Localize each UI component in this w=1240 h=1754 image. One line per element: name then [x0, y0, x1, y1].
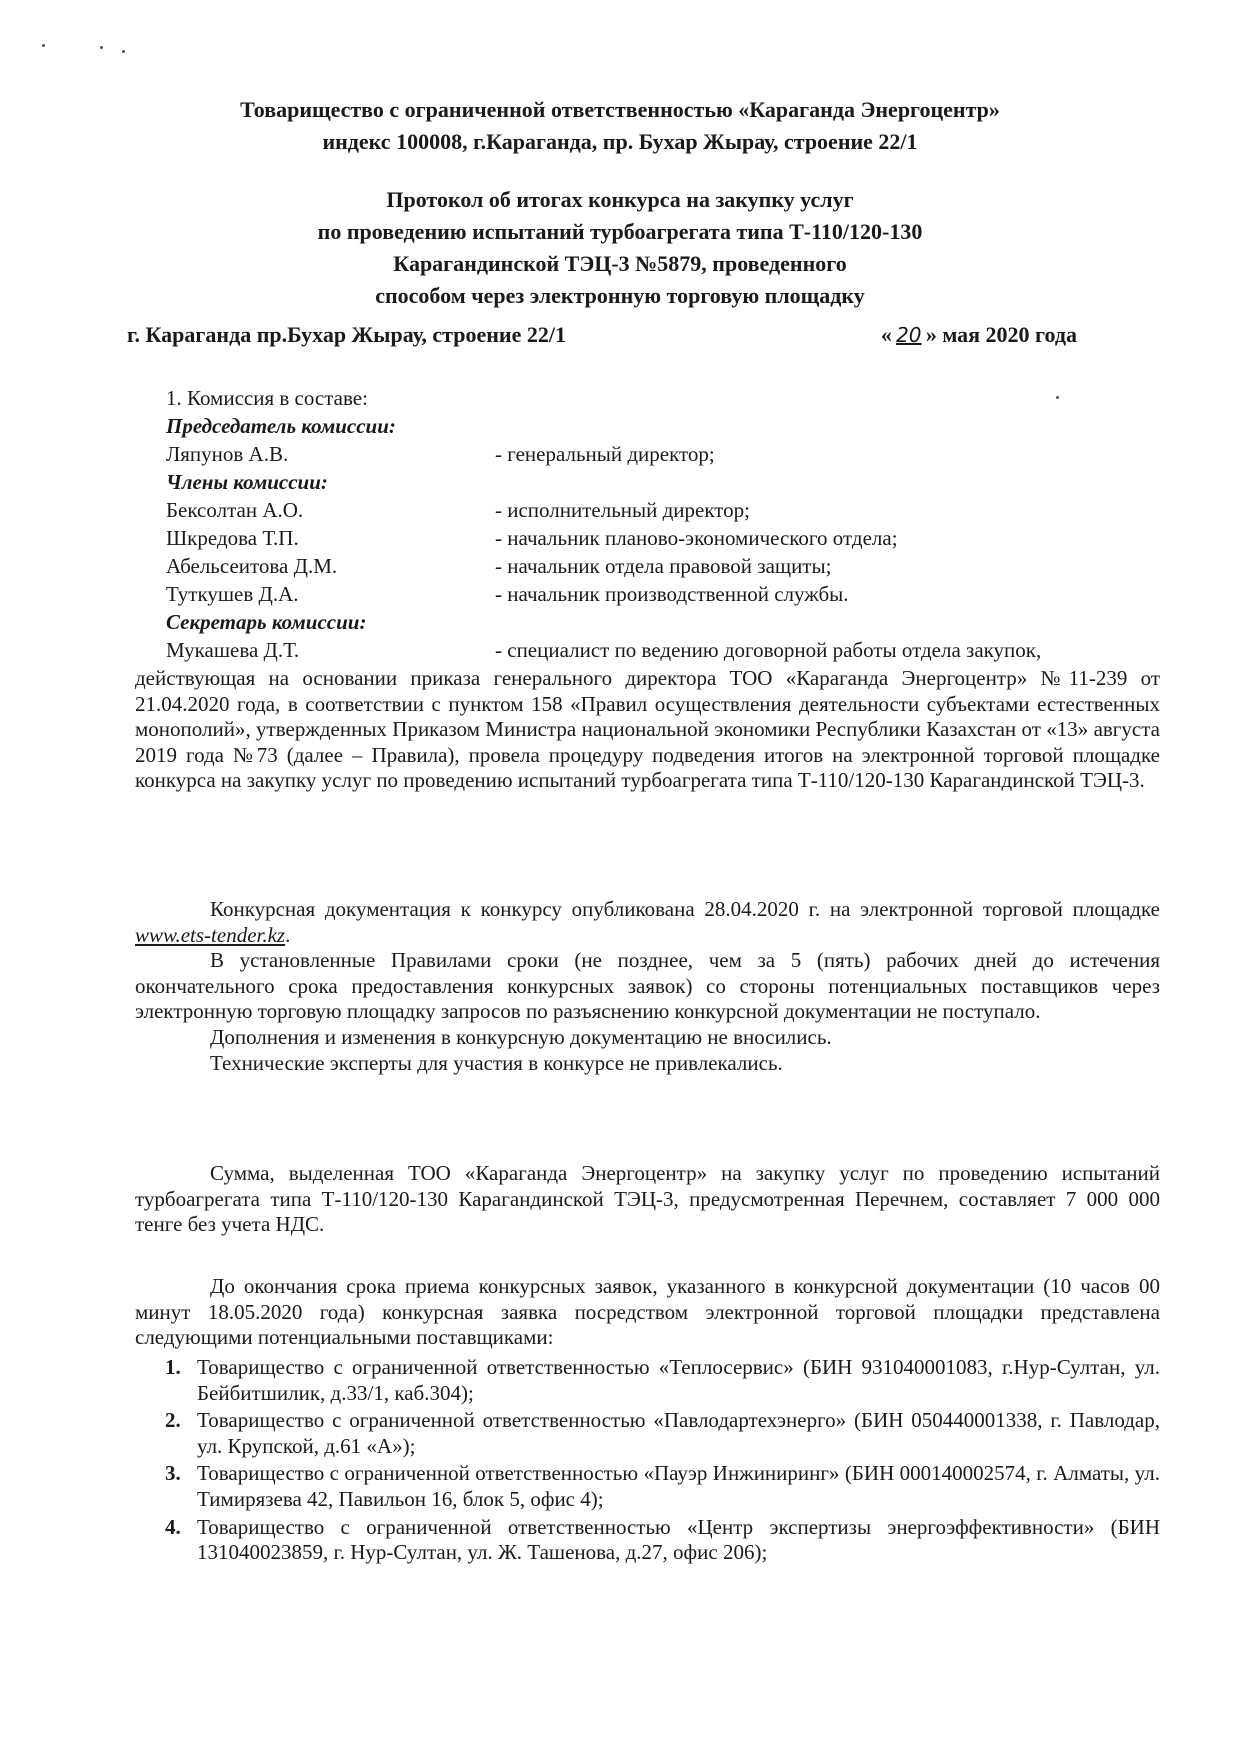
- procedure-block: [135, 897, 1160, 1076]
- publication-paragraph: [135, 897, 1160, 948]
- commission-member-row: [160, 526, 1080, 554]
- commission-member-row: [160, 554, 1080, 582]
- publication-end: .: [285, 922, 291, 947]
- member-role: - генеральный директор;: [495, 442, 715, 466]
- list-item: [165, 1461, 1160, 1512]
- tender-site-link[interactable]: www.ets-tender.kz: [135, 922, 286, 947]
- list-item: [165, 1408, 1160, 1459]
- list-number: 2.: [165, 1408, 181, 1433]
- list-item: [165, 1515, 1160, 1566]
- list-number: 3.: [165, 1461, 181, 1486]
- commission-paragraph: действующая на основании приказа генерального директора ТОО «Караганда Энергоцентр» №11-239 от 21.04.2020 года, в соответствии с пунктом 158 «Правил осуществления деятельности субъектами естественных монополий», утвержденных Приказом Министра национальной экономики Республики Казахстан от «13» августа 2019 года №73 (далее – Правила), провела процедуру подведения итогов на электронной торговой площадке конкурса на закупку услуг по проведению испытаний турбоагрегата типа Т-110/120-130 Карагандинской ТЭЦ-3.: [135, 666, 1160, 793]
- commission-member-row: [160, 498, 1080, 526]
- clarification-paragraph: В установленные Правилами сроки (не позднее, чем за 5 (пять) рабочих дней до истечения окончательного срока предоставления конкурсных заявок) со стороны потенциальных поставщиков через электронную торговую площадку запросов по разъяснению конкурсной документации не поступало.: [135, 948, 1160, 1024]
- member-role: - начальник отдела правовой защиты;: [495, 554, 832, 578]
- list-item: [165, 1355, 1160, 1406]
- budget-paragraph: Сумма, выделенная ТОО «Караганда Энергоцентр» на закупку услуг по проведению испытаний турбоагрегата типа Т-110/120-130 Карагандинской ТЭЦ-3, предусмотренная Перечнем, составляет 7 000 000 тенге без учета НДС.: [135, 1161, 1160, 1237]
- date-rest: » мая 2020 года: [925, 322, 1077, 347]
- supplier-text: Товарищество с ограниченной ответственностью «Центр экспертизы энергоэффективности» (БИН 131040023859, г. Нур-Султан, ул. Ж. Ташенова, д.27, офис 206);: [197, 1514, 1160, 1565]
- chair-heading: Председатель комиссии:: [166, 414, 396, 438]
- secretary-heading: Секретарь комиссии:: [166, 610, 367, 634]
- commission-intro: 1. Комиссия в составе:: [166, 386, 368, 410]
- title-line: способом через электронную торговую площадку: [375, 282, 865, 308]
- member-name: Абельсеитова Д.М.: [166, 554, 338, 578]
- commission-member-row: [160, 582, 1080, 610]
- member-role: - исполнительный директор;: [495, 498, 751, 522]
- member-role: - начальник планово-экономического отдела;: [495, 526, 898, 550]
- document-date: [881, 322, 1077, 349]
- address-line: индекс 100008, г.Караганда, пр. Бухар Жырау, строение 22/1: [322, 128, 918, 154]
- supplier-text: Товарищество с ограниченной ответственностью «Теплосервис» (БИН 931040001083, г.Нур-Султан, ул. Бейбитшилик, д.33/1, каб.304);: [197, 1355, 1160, 1405]
- title-line: по проведению испытаний турбоагрегата типа Т-110/120-130: [317, 218, 923, 244]
- member-name: Мукашева Д.Т.: [166, 638, 300, 662]
- scan-speck: [122, 50, 125, 53]
- scan-speck: [42, 44, 45, 47]
- amendments-paragraph: Дополнения и изменения в конкурсную документацию не вносились.: [210, 1025, 832, 1050]
- member-name: Шкредова Т.П.: [166, 526, 299, 550]
- experts-paragraph: Технические эксперты для участия в конкурсе не привлекались.: [210, 1050, 783, 1075]
- organization-header: [100, 94, 1140, 158]
- member-name: Бексолтан А.О.: [166, 498, 304, 522]
- member-name: Туткушев Д.А.: [166, 582, 299, 606]
- member-role: - специалист по ведению договорной работы отдела закупок,: [495, 638, 1042, 662]
- protocol-title: [100, 184, 1140, 312]
- list-number: 4.: [165, 1514, 181, 1539]
- commission-member-row: [160, 638, 1080, 666]
- supplier-text: Товарищество с ограниченной ответственностью «Павлодартехэнерго» (БИН 050440001338, г. Павлодар, ул. Крупской, д.61 «А»);: [197, 1408, 1160, 1458]
- supplier-list: [165, 1355, 1160, 1568]
- company-line: Товарищество с ограниченной ответственностью «Караганда Энергоцентр»: [240, 97, 1000, 122]
- title-line: Протокол об итогах конкурса на закупку услуг: [386, 187, 854, 212]
- list-number: 1.: [165, 1355, 181, 1379]
- publication-text: Конкурсная документация к конкурсу опубликована 28.04.2020 г. на электронной торговой площадке: [210, 897, 1160, 921]
- title-line: Карагандинской ТЭЦ-3 №5879, проведенного: [393, 250, 847, 276]
- date-open-quote: «: [880, 322, 892, 347]
- commission-list: [160, 386, 1080, 666]
- supplier-text: Товарищество с ограниченной ответственностью «Пауэр Инжиниринг» (БИН 000140002574, г. Алматы, ул. Тимирязева 42, Павильон 16, блок 5, офис 4);: [197, 1461, 1160, 1512]
- bids-intro-paragraph: До окончания срока приема конкурсных заявок, указанного в конкурсной документации (10 часов 00 минут 18.05.2020 года) конкурсная заявка посредством электронной торговой площадки представлена следующими потенциальными поставщиками:: [135, 1274, 1160, 1350]
- commission-member-row: [160, 442, 1080, 470]
- date-day-handwritten: 20: [896, 323, 922, 347]
- member-role: - начальник производственной службы.: [495, 582, 849, 606]
- scan-speck: [100, 46, 103, 49]
- member-name: Ляпунов А.В.: [166, 442, 289, 466]
- members-heading: Члены комиссии:: [166, 470, 328, 494]
- place: г. Караганда пр.Бухар Жырау, строение 22/1: [127, 322, 566, 347]
